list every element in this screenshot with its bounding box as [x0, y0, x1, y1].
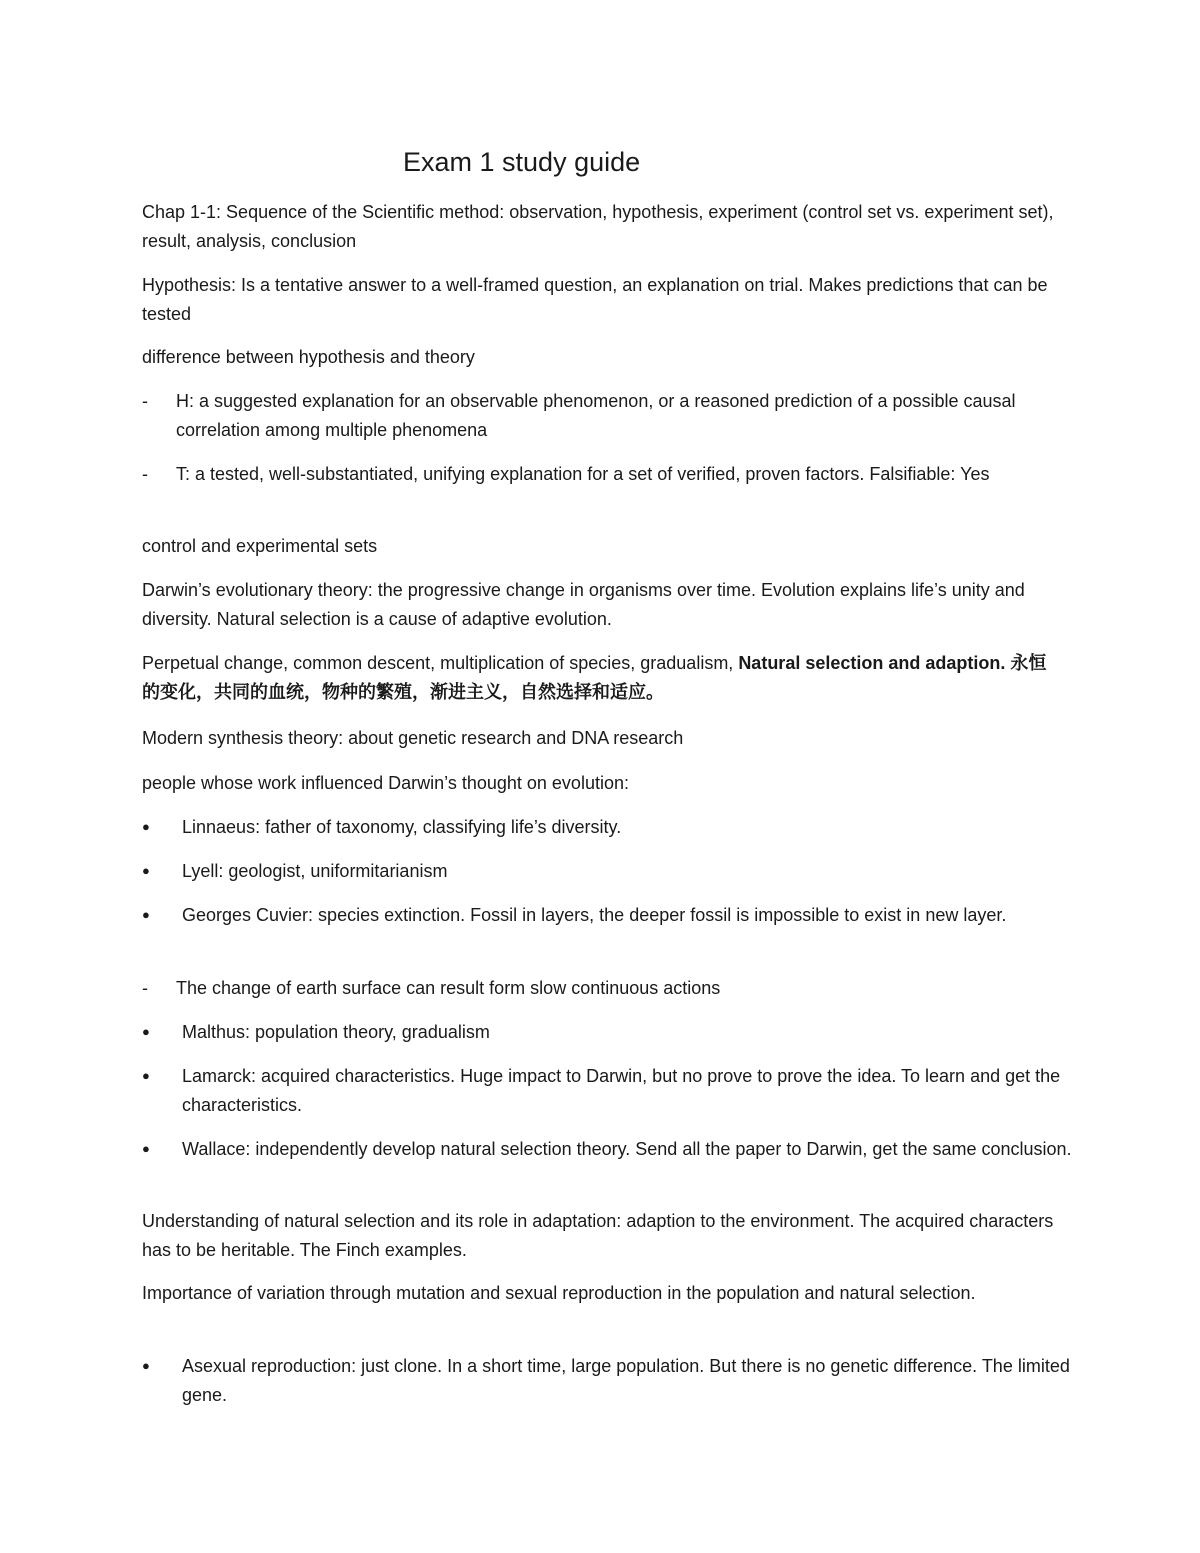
paragraph-difference-heading: difference between hypothesis and theory — [142, 347, 475, 367]
principles-bold-text: Natural selection and adaption. 永恒的变化，共同的血统，物种的繁殖，渐进主义，自然选择和适应。 — [142, 653, 1047, 702]
bullet-marker: ● — [142, 1358, 150, 1373]
dash-marker: - — [142, 978, 148, 998]
paragraph-influencers-heading: people whose work influenced Darwin’s thought on evolution: — [142, 773, 629, 793]
bullet-item-linnaeus — [142, 813, 1062, 843]
bullet-item-text: Linnaeus: father of taxonomy, classifying life’s diversity. — [182, 817, 622, 837]
bullet-item-text: Asexual reproduction: just clone. In a short time, large population. But there is no genetic difference. The limited gene. — [182, 1356, 1070, 1405]
bullet-item-malthus — [142, 1018, 1062, 1048]
dash-marker: - — [142, 464, 148, 484]
bullet-marker: ● — [142, 1068, 150, 1083]
dash-item-text: H: a suggested explanation for an observable phenomenon, or a reasoned prediction of a possible causal correlation among multiple phenomena — [176, 391, 1016, 440]
bullet-item-text: Georges Cuvier: species extinction. Fossil in layers, the deeper fossil is impossible to exist in new layer. — [182, 905, 1007, 925]
paragraph-hypothesis: Hypothesis: Is a tentative answer to a well-framed question, an explanation on trial. Makes predictions that can be tested — [142, 275, 1048, 324]
bullet-item-lamarck — [142, 1062, 1062, 1120]
bullet-item-text: Lyell: geologist, uniformitarianism — [182, 861, 448, 881]
dash-item-theory — [142, 460, 1062, 518]
dash-item-text: T: a tested, well-substantiated, unifying explanation for a set of verified, proven factors. Falsifiable: Yes — [176, 464, 990, 484]
dash-item-hypothesis — [142, 387, 1062, 445]
principles-normal-text: Perpetual change, common descent, multiplication of species, gradualism, — [142, 653, 739, 673]
bullet-item-asexual — [142, 1352, 1070, 1410]
bullet-item-text: Lamarck: acquired characteristics. Huge impact to Darwin, but no prove to prove the idea. To learn and get the characteristics. — [182, 1066, 1061, 1115]
bullet-marker: ● — [142, 1024, 150, 1039]
paragraph-scientific-method: Chap 1-1: Sequence of the Scientific method: observation, hypothesis, experiment (control set vs. experiment set), result, analysis, conclusion — [142, 202, 1054, 251]
bullet-item-wallace — [142, 1135, 1072, 1193]
paragraph-darwin-theory: Darwin’s evolutionary theory: the progressive change in organisms over time. Evolution explains life’s unity and diversity. Natural selection is a cause of adaptive evolution. — [142, 580, 1025, 629]
bullet-marker: ● — [142, 863, 150, 878]
bullet-item-text: Wallace: independently develop natural selection theory. Send all the paper to Darwin, get the same conclusion. — [182, 1139, 1072, 1159]
document-title: Exam 1 study guide — [403, 147, 641, 177]
dash-item-text: The change of earth surface can result form slow continuous actions — [176, 978, 721, 998]
dash-item-earth-surface — [142, 974, 1062, 1004]
paragraph-control-sets: control and experimental sets — [142, 536, 378, 556]
bullet-item-text: Malthus: population theory, gradualism — [182, 1022, 490, 1042]
paragraph-natural-selection: Understanding of natural selection and its role in adaptation: adaption to the environment. The acquired characters has to be heritable. The Finch examples. — [142, 1211, 1054, 1260]
bullet-item-lyell — [142, 857, 1062, 887]
paragraph-modern-synthesis: Modern synthesis theory: about genetic research and DNA research — [142, 728, 684, 748]
paragraph-variation: Importance of variation through mutation and sexual reproduction in the population and natural selection. — [142, 1283, 976, 1303]
bullet-item-cuvier — [142, 901, 1062, 959]
dash-marker: - — [142, 391, 148, 411]
bullet-marker: ● — [142, 1141, 150, 1156]
bullet-marker: ● — [142, 819, 150, 834]
paragraph-darwin-principles — [142, 649, 1062, 706]
bullet-marker: ● — [142, 907, 150, 922]
